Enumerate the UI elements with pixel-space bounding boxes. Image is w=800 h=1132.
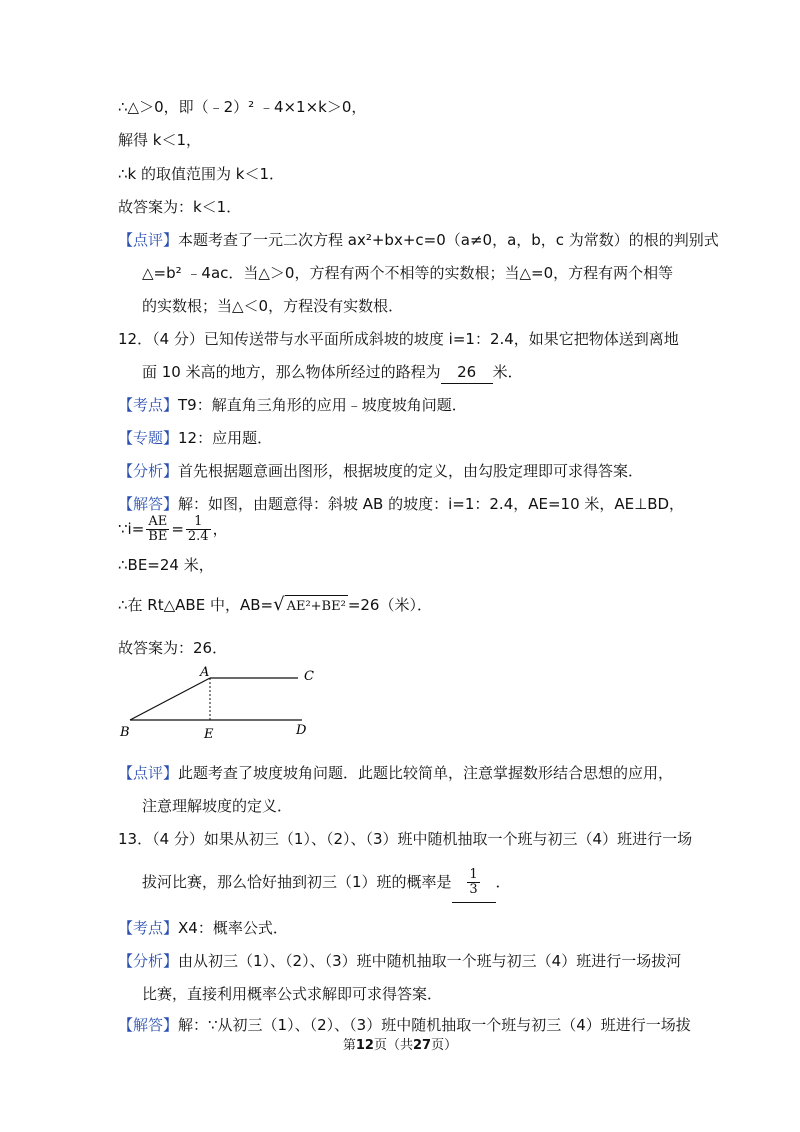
comment-12-line-1	[118, 762, 673, 784]
equation-slope: ∵i= $\frac{AE}{BE}$ = $\frac{1}{2.4}$ ，	[118, 514, 228, 544]
page-total: 27	[413, 1038, 432, 1053]
derivation-line-3: ∴k 的取值范围为 k＜1．	[118, 165, 284, 183]
be-value: ∴BE=24 米，	[118, 556, 214, 574]
analysis-text: 首先根据题意画出图形，根据坡度的定义，由勾股定理即可求得答案．	[178, 462, 644, 480]
page-number: 12	[355, 1038, 374, 1053]
question-12-text: 面 10 米高的地方，那么物体所经过的路程为	[142, 363, 441, 381]
answer-line-12: 故答案为：26．	[118, 639, 228, 657]
knowledge-tag: 【考点】	[118, 919, 179, 937]
derivation-line-2: 解得 k＜1，	[118, 131, 201, 149]
knowledge-text: T9：解直角三角形的应用﹣坡度坡角问题．	[178, 396, 467, 414]
solution-tag: 【解答】	[118, 495, 179, 513]
comment-tag: 【点评】	[118, 764, 179, 782]
topic-tag: 【专题】	[118, 429, 179, 447]
comment-tag: 【点评】	[118, 231, 179, 249]
knowledge-point-13	[118, 917, 288, 939]
fraction-ae-be: $\frac{AE}{BE}$	[148, 514, 168, 544]
comment-text: 本题考查了一元二次方程 ax²+bx+c=0（a≠0，a，b，c 为常数）的根的判别式	[178, 231, 719, 249]
label-d: D	[296, 723, 307, 738]
comment-11-line-3: 的实数根；当△＜0，方程没有实数根．	[142, 297, 404, 315]
sqrt-radicand: AE²+BE²	[285, 595, 348, 618]
knowledge-tag: 【考点】	[118, 396, 179, 414]
question-13-line-1: 13．（4 分）如果从初三（1）、（2）、（3）班中随机抽取一个班与初三（4）班进行一场	[118, 830, 693, 848]
ab-equation: ∴在 Rt△ABE 中，AB=√ AE²+BE² =26（米）．	[118, 594, 432, 618]
derivation-line-1: ∴△＞0，即（﹣2）² ﹣4×1×k＞0，	[118, 98, 367, 116]
fraction-1-2-4: $\frac{1}{2.4}$	[187, 514, 209, 544]
analysis-text: 由从初三（1）、（2）、（3）班中随机抽取一个班与初三（4）班进行一场拔河	[178, 952, 682, 970]
analysis-tag: 【分析】	[118, 952, 179, 970]
comment-11-line-2: △=b² ﹣4ac．当△＞0，方程有两个不相等的实数根；当△=0，方程有两个相等	[142, 264, 674, 282]
topic-text: 12：应用题．	[178, 429, 273, 447]
label-b: B	[120, 725, 130, 740]
fraction-one-third: $\frac{1}{3}$	[469, 867, 478, 897]
answer-blank-12: 26	[441, 361, 493, 384]
label-c: C	[304, 669, 314, 684]
comment-11-line-1	[118, 229, 719, 251]
answer-blank-13	[452, 862, 496, 903]
label-a: A	[200, 665, 210, 680]
analysis-tag: 【分析】	[118, 462, 179, 480]
analysis-13-line-1	[118, 950, 681, 972]
question-12-line-2	[142, 361, 523, 384]
comment-12-line-2: 注意理解坡度的定义．	[142, 797, 293, 815]
label-e: E	[204, 727, 214, 742]
solution-tag: 【解答】	[118, 1016, 179, 1034]
question-12-unit: 米．	[492, 363, 523, 381]
slope-figure	[112, 662, 332, 746]
knowledge-point-12	[118, 394, 467, 416]
solution-text: 解：如图，由题意得：斜坡 AB 的坡度：i=1：2.4，AE=10 米，AE⊥BD，	[178, 495, 685, 513]
solution-text: 解：∵从初三（1）、（2）、（3）班中随机抽取一个班与初三（4）班进行一场拔	[178, 1016, 691, 1034]
question-13-line-2: 拔河比赛，那么恰好抽到初三（1）班的概率是 $\frac{1}{3}$ ．	[142, 862, 511, 903]
sqrt-icon: √	[273, 594, 285, 615]
segment-ba	[130, 678, 210, 720]
knowledge-text: X4：概率公式．	[178, 919, 288, 937]
answer-line-11: 故答案为：k＜1．	[118, 198, 242, 216]
question-12-line-1: 12．（4 分）已知传送带与水平面所成斜坡的坡度 i=1：2.4，如果它把物体送到离地	[118, 330, 679, 348]
page-footer: 第12页（共27页）	[342, 1038, 458, 1053]
solution-13	[118, 1014, 691, 1036]
comment-text: 此题考查了坡度坡角问题．此题比较简单，注意掌握数形结合思想的应用，	[178, 764, 674, 782]
analysis-13-line-2: 比赛，直接利用概率公式求解即可求得答案．	[142, 985, 443, 1003]
analysis-12	[118, 460, 643, 482]
topic-12	[118, 427, 272, 449]
